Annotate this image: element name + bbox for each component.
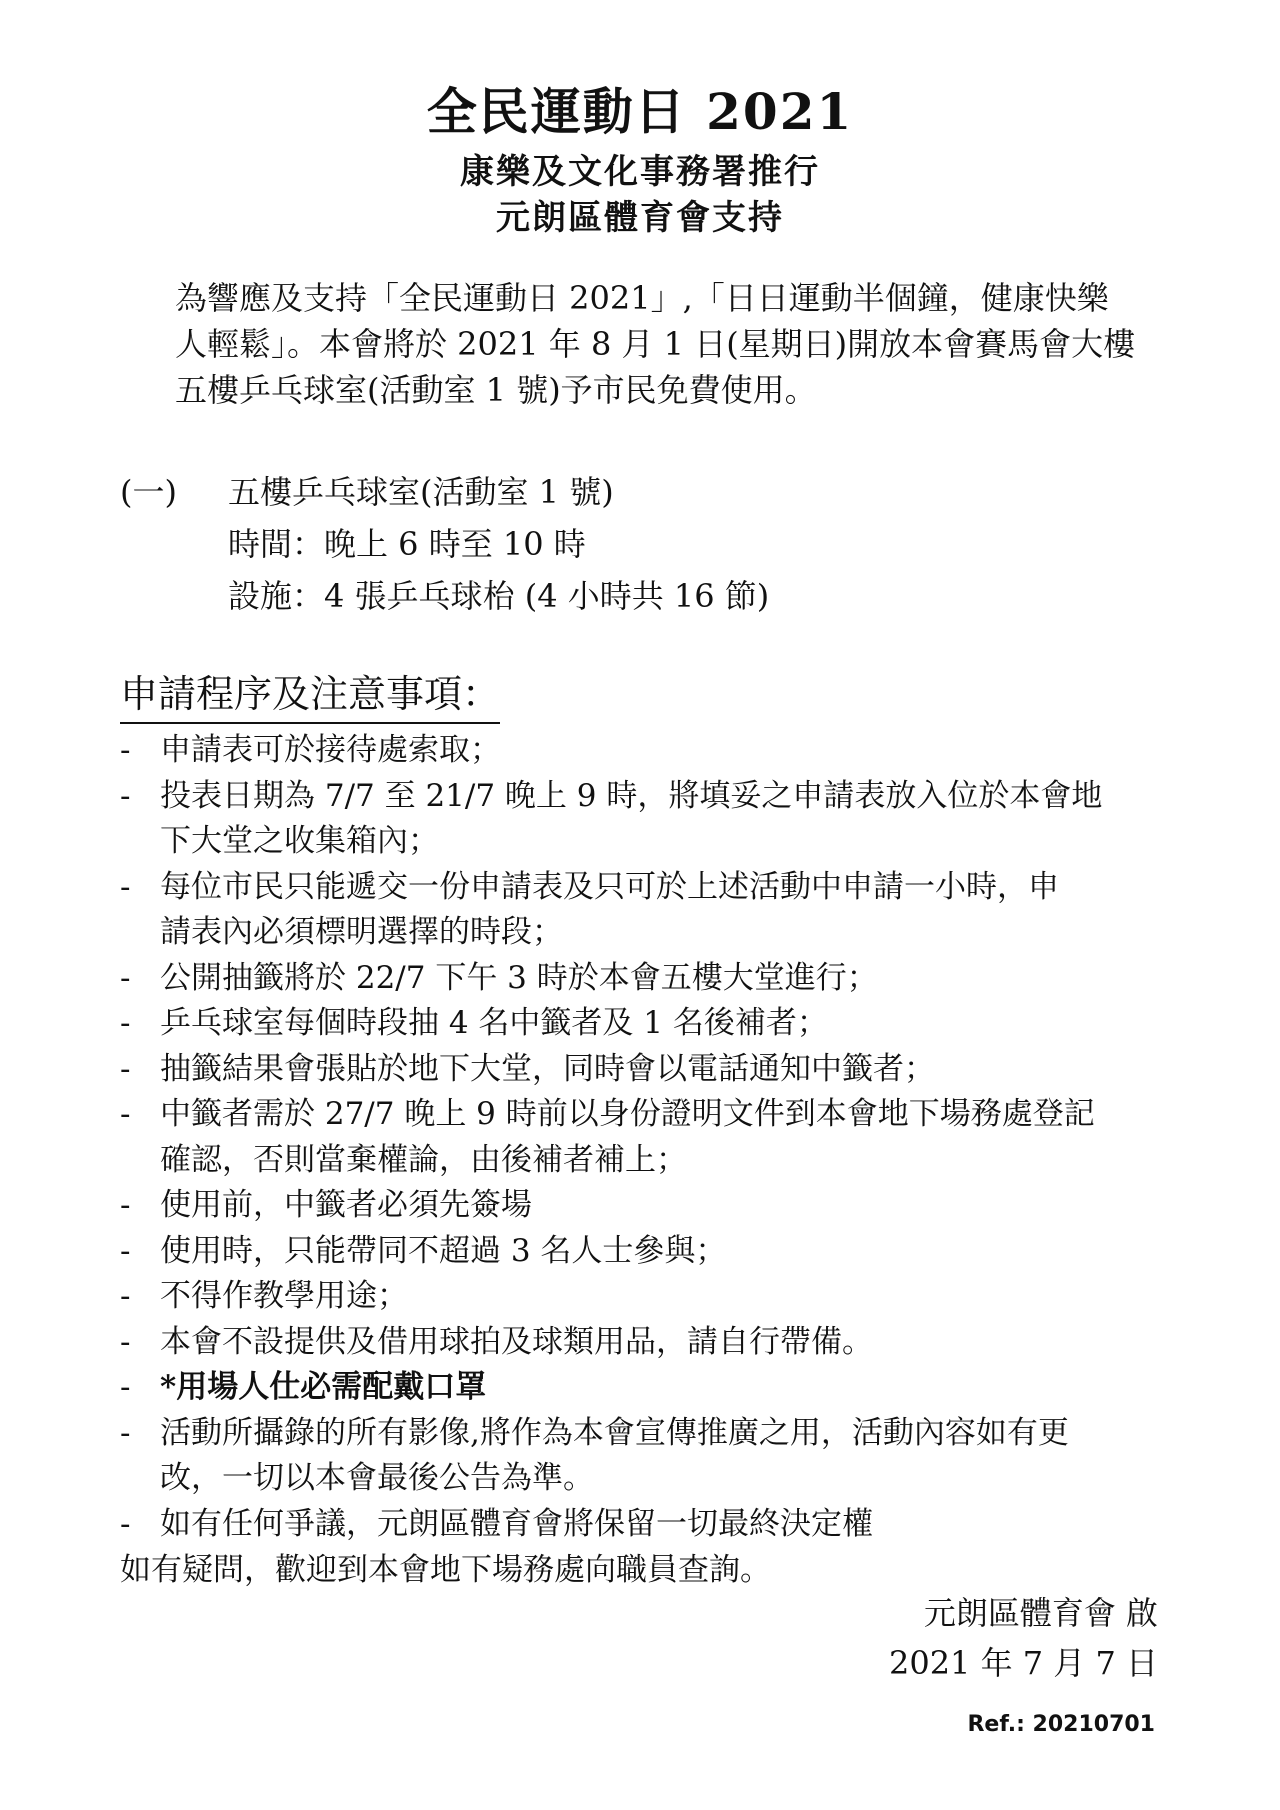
procedure-item-line: 確認，否則當棄權論，由後補者補上； xyxy=(160,1141,687,1178)
venue-time: 時間：晚上 6 時至 10 時 xyxy=(228,525,586,563)
dash-bullet: - xyxy=(120,732,131,768)
procedure-item xyxy=(120,1001,1180,1047)
procedure-item xyxy=(120,1502,1180,1548)
venue-name: 五樓乒乓球室(活動室 1 號) xyxy=(228,473,614,511)
procedure-item xyxy=(120,1274,1180,1320)
procedure-item-line: 中籤者需於 27/7 晚上 9 時前以身份證明文件到本會地下場務處登記 xyxy=(160,1096,1095,1132)
procedure-item xyxy=(120,956,1180,1002)
intro-paragraph xyxy=(175,275,1175,413)
venue-facilities: 設施：4 張乒乓球枱 (4 小時共 16 節) xyxy=(228,577,770,615)
dash-bullet: - xyxy=(120,1096,131,1132)
dash-bullet: - xyxy=(120,1414,131,1451)
procedure-item-line: 使用前，中籤者必須先簽場 xyxy=(160,1187,532,1223)
dash-bullet: - xyxy=(120,868,131,905)
dash-bullet: - xyxy=(120,1369,131,1405)
procedure-item-line: 乒乓球室每個時段抽 4 名中籤者及 1 名後補者； xyxy=(160,1005,828,1041)
dash-bullet: - xyxy=(120,1323,131,1360)
procedure-item-line: 抽籤結果會張貼於地下大堂，同時會以電話通知中籤者； xyxy=(160,1050,935,1087)
procedure-item xyxy=(120,1092,1180,1183)
procedure-item-line: 公開抽籤將於 22/7 下午 3 時於本會五樓大堂進行； xyxy=(160,959,878,996)
intro-line: 五樓乒乓球室(活動室 1 號)予市民免費使用。 xyxy=(175,371,817,409)
procedure-item-line: 不得作教學用途； xyxy=(160,1278,408,1314)
procedure-item xyxy=(120,1320,1180,1366)
procedure-item xyxy=(120,865,1180,956)
procedure-item xyxy=(120,1183,1180,1229)
procedure-section xyxy=(120,668,1180,1593)
dash-bullet: - xyxy=(120,1050,131,1087)
organizer-line: 康樂及文化事務署推行 xyxy=(460,152,820,192)
dash-bullet: - xyxy=(120,959,131,996)
dash-bullet: - xyxy=(120,1278,131,1314)
procedure-item xyxy=(120,1229,1180,1275)
dash-bullet: - xyxy=(120,1505,131,1542)
procedure-item xyxy=(120,1047,1180,1093)
procedure-list xyxy=(120,728,1180,1547)
procedure-item-line: 每位市民只能遞交一份申請表及只可於上述活動中申請一小時，申 xyxy=(160,868,1059,905)
intro-line: 為響應及支持「全民運動日 2021」,「日日運動半個鐘，健康快樂 xyxy=(175,279,1109,317)
procedure-item-line: *用場人仕必需配戴口罩 xyxy=(160,1369,487,1405)
dash-bullet: - xyxy=(120,1232,131,1269)
procedure-item-line: 活動所攝錄的所有影像,將作為本會宣傳推廣之用，活動內容如有更 xyxy=(160,1414,1069,1451)
procedure-item xyxy=(120,728,1180,774)
procedure-item-line: 如有任何爭議，元朗區體育會將保留一切最終決定權 xyxy=(160,1505,873,1542)
intro-line: 人輕鬆」。本會將於 2021 年 8 月 1 日(星期日)開放本會賽馬會大樓 xyxy=(175,325,1136,363)
procedure-item-line: 申請表可於接待處索取； xyxy=(160,732,501,768)
procedure-heading: 申請程序及注意事項： xyxy=(120,668,500,724)
procedure-item-line: 投表日期為 7/7 至 21/7 晚上 9 時，將填妥之申請表放入位於本會地 xyxy=(160,777,1103,814)
section-number: (一) xyxy=(120,473,177,511)
signature-date: 2021 年 7 月 7 日 xyxy=(888,1644,1158,1682)
procedure-item-line: 下大堂之收集箱內； xyxy=(160,823,439,859)
page-title: 全民運動日 2021 xyxy=(426,82,854,141)
procedure-item-line: 請表內必須標明選擇的時段； xyxy=(160,914,563,950)
procedure-item xyxy=(120,774,1180,865)
procedure-item-line: 使用時，只能帶同不超過 3 名人士參與； xyxy=(160,1232,727,1269)
signature-block xyxy=(889,1588,1158,1688)
signature-org: 元朗區體育會 啟 xyxy=(923,1594,1158,1632)
dash-bullet: - xyxy=(120,1005,131,1041)
procedure-item-line: 改，一切以本會最後公告為準。 xyxy=(160,1460,594,1496)
dash-bullet: - xyxy=(120,777,131,814)
closing-line: 如有疑問，歡迎到本會地下場務處向職員查詢。 xyxy=(120,1552,771,1588)
supporter-line: 元朗區體育會支持 xyxy=(496,198,784,238)
dash-bullet: - xyxy=(120,1187,131,1223)
procedure-item-line: 本會不設提供及借用球拍及球類用品，請自行帶備。 xyxy=(160,1323,873,1360)
reference-number: Ref.: 20210701 xyxy=(967,1712,1155,1737)
procedure-item xyxy=(120,1365,1180,1411)
procedure-item xyxy=(120,1411,1180,1502)
